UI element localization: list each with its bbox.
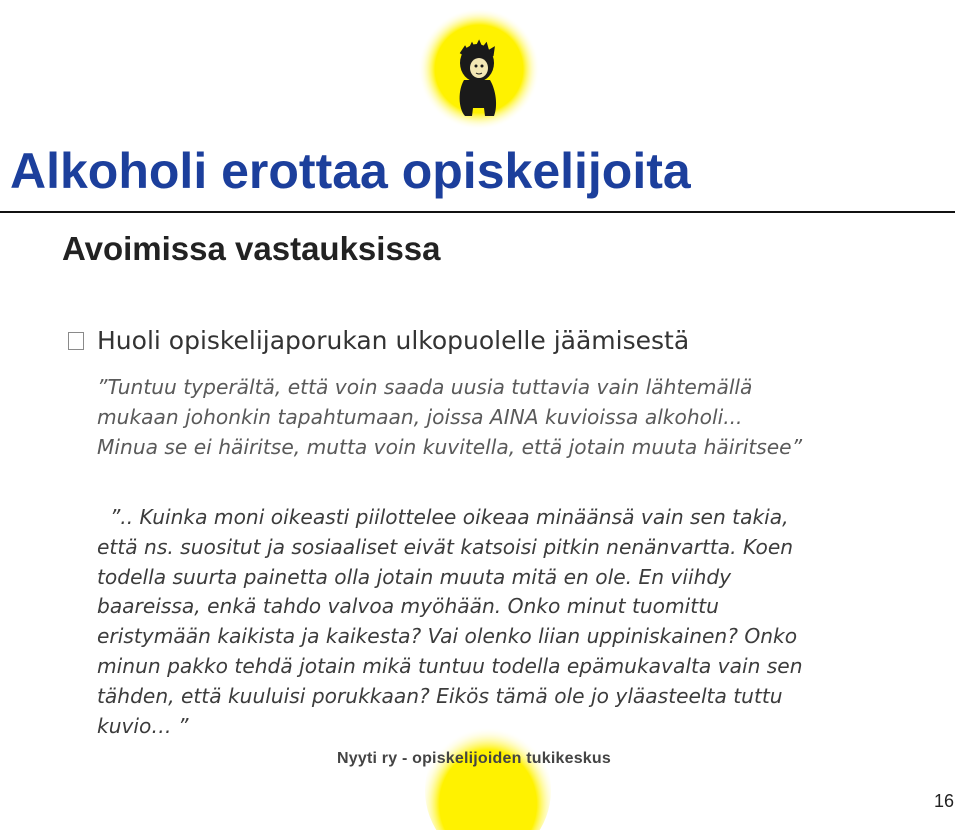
quote-line: tähden, että kuuluisi porukkaan? Eikös tämä ole jo yläasteelta tuttu <box>97 683 783 708</box>
page-number: 16 <box>934 791 955 811</box>
nyyti-logo-icon <box>418 8 540 130</box>
yellow-sun-icon <box>425 720 551 830</box>
quote-line: eristymään kaikista ja kaikesta? Vai olenko liian uppiniskainen? Onko <box>97 624 798 649</box>
quote-line: mukaan johonkin tapahtumaan, joissa AINA kuvioissa alkoholi... <box>97 404 743 429</box>
bullet-text: Huoli opiskelijaporukan ulkopuolelle jäämisestä <box>97 326 690 355</box>
slide-title: Alkoholi erottaa opiskelijoita <box>10 143 691 199</box>
slide-subtitle: Avoimissa vastauksissa <box>62 230 441 267</box>
footer-organization: Nyyti ry - opiskelijoiden tukikeskus <box>337 750 611 767</box>
title-divider <box>0 211 955 213</box>
quote-line: Minua se ei häiritse, mutta voin kuvitella, että jotain muuta häiritsee” <box>97 434 803 459</box>
quote-second <box>97 503 803 741</box>
quote-line: ”Tuntuu typerältä, että voin saada uusia tuttavia vain lähtemällä <box>97 375 753 399</box>
quote-line: että ns. suositut ja sosiaaliset eivät katsoisi pitkin nenänvartta. Koen <box>97 534 794 559</box>
quote-line: kuvio… ” <box>97 713 189 738</box>
quote-first <box>97 373 802 462</box>
quote-line: todella suurta painetta olla jotain muuta mitä en ole. En viihdy <box>97 564 732 589</box>
bullet-item <box>68 326 689 356</box>
quote-line: baareissa, enkä tahdo valvoa myöhään. Onko minut tuomittu <box>97 594 719 619</box>
quote-line: minun pakko tehdä jotain mikä tuntuu todella epämukavalta vain sen <box>97 653 803 678</box>
square-bullet-icon <box>68 332 84 350</box>
quote-line: ”.. Kuinka moni oikeasti piilottelee oikeaa minäänsä vain sen takia, <box>97 505 789 529</box>
